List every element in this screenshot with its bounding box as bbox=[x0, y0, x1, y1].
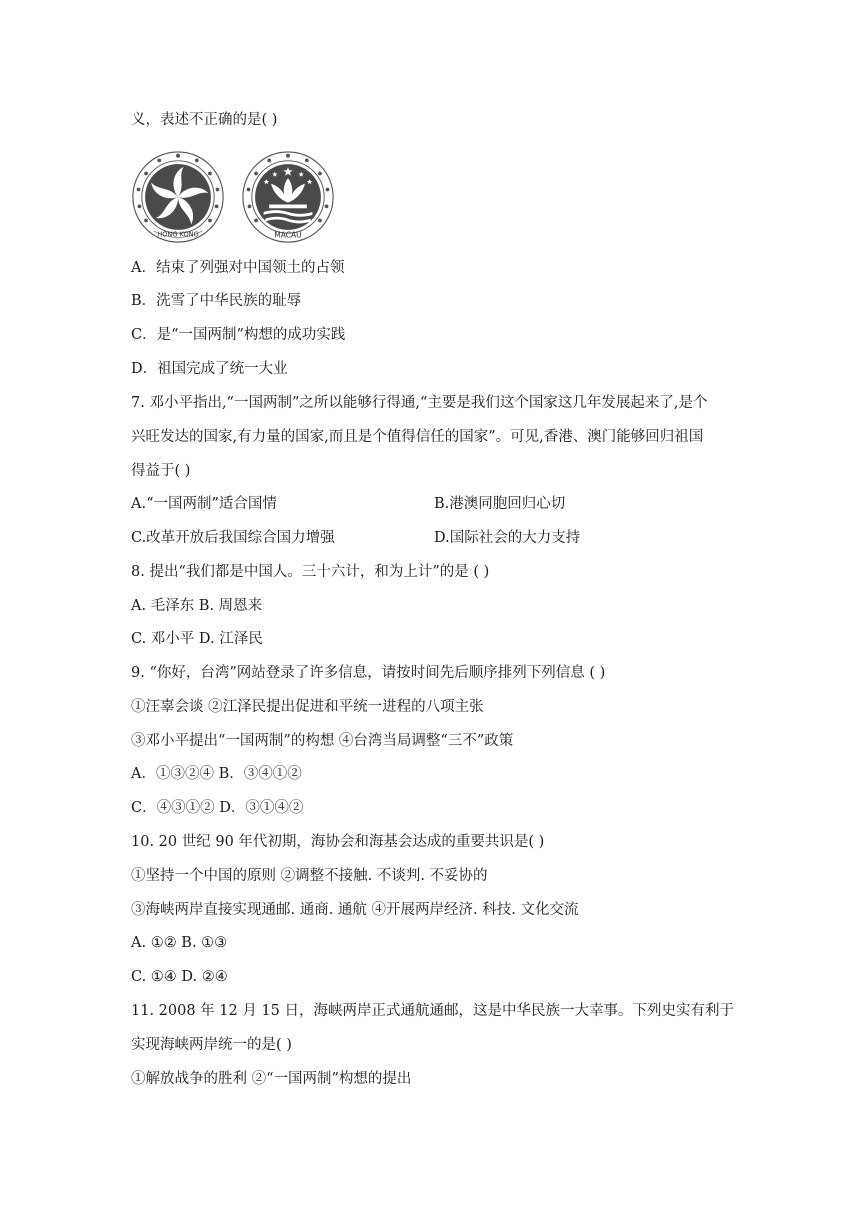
q7-options-row-2 bbox=[131, 528, 581, 548]
svg-text:HONG KONG: HONG KONG bbox=[157, 230, 199, 239]
svg-text:MACAU: MACAU bbox=[274, 230, 302, 240]
q6-option-b: B．洗雪了中华民族的耻辱 bbox=[131, 293, 302, 309]
q7-option-d: D.国际社会的大力支持 bbox=[434, 530, 581, 546]
macau-emblem bbox=[241, 150, 335, 244]
q10-item-row-2: ③海峡两岸直接实现通邮. 通商. 通航 ④开展两岸经济. 科技. 文化交流 bbox=[131, 902, 579, 918]
intro-line: 义，表述不正确的是( ) bbox=[131, 112, 278, 128]
q7-option-a: A.“一国两制”适合国情 bbox=[131, 496, 277, 512]
q9-item-row-2: ③邓小平提出“一国两制”的构想 ④台湾当局调整“三不”政策 bbox=[131, 733, 514, 749]
q7-options-row-1 bbox=[131, 494, 566, 514]
q10-options-row-1: A. ①② B. ①③ bbox=[131, 935, 228, 951]
q11-stem-line-1: 11. 2008 年 12 月 15 日，海峡两岸正式通航通邮，这是中华民族一大幸事。下列史实有利于 bbox=[131, 1003, 735, 1019]
q7-option-c: C.改革开放后我国综合国力增强 bbox=[131, 530, 335, 546]
q10-item-row-1: ①坚持一个中国的原则 ②调整不接触. 不谈判. 不妥协的 bbox=[131, 868, 488, 884]
q7-option-b: B.港澳同胞回归心切 bbox=[434, 496, 566, 512]
q6-option-c: C．是“一国两制”构想的成功实践 bbox=[131, 327, 346, 343]
q9-stem: 9. “你好，台湾”网站登录了许多信息，请按时间先后顺序排列下列信息 ( ) bbox=[131, 665, 606, 681]
q10-stem: 10. 20 世纪 90 年代初期，海协会和海基会达成的重要共识是( ) bbox=[131, 834, 545, 850]
q7-stem-line-3: 得益于( ) bbox=[131, 463, 191, 479]
hong-kong-emblem bbox=[131, 150, 225, 244]
q11-stem-line-2: 实现海峡两岸统一的是( ) bbox=[131, 1037, 292, 1053]
q9-options-row-2: C．④③①② D．③①④② bbox=[131, 800, 304, 816]
q6-option-d: D．祖国完成了统一大业 bbox=[131, 361, 288, 377]
q11-item-row-1: ①解放战争的胜利 ②“一国两制”构想的提出 bbox=[131, 1071, 412, 1087]
q8-options-row-1: A. 毛泽东 B. 周恩来 bbox=[131, 598, 263, 614]
q6-option-a: A．结束了列强对中国领土的占领 bbox=[131, 260, 345, 276]
q10-options-row-2: C. ①④ D. ②④ bbox=[131, 969, 228, 985]
q9-item-row-1: ①汪辜会谈 ②江泽民提出促进和平统一进程的八项主张 bbox=[131, 699, 484, 715]
q8-stem: 8. 提出“我们都是中国人。三十六计，和为上计”的是 ( ) bbox=[131, 564, 490, 580]
q9-options-row-1: A．①③②④ B．③④①② bbox=[131, 766, 302, 782]
q7-stem-line-1: 7. 邓小平指出,“一国两制”之所以能够行得通,“主要是我们这个国家这几年发展起来了,是个 bbox=[131, 395, 708, 411]
q8-options-row-2: C. 邓小平 D. 江泽民 bbox=[131, 631, 263, 647]
q7-stem-line-2: 兴旺发达的国家,有力量的国家,而且是个值得信任的国家”。可见,香港、澳门能够回归祖国 bbox=[131, 429, 704, 445]
